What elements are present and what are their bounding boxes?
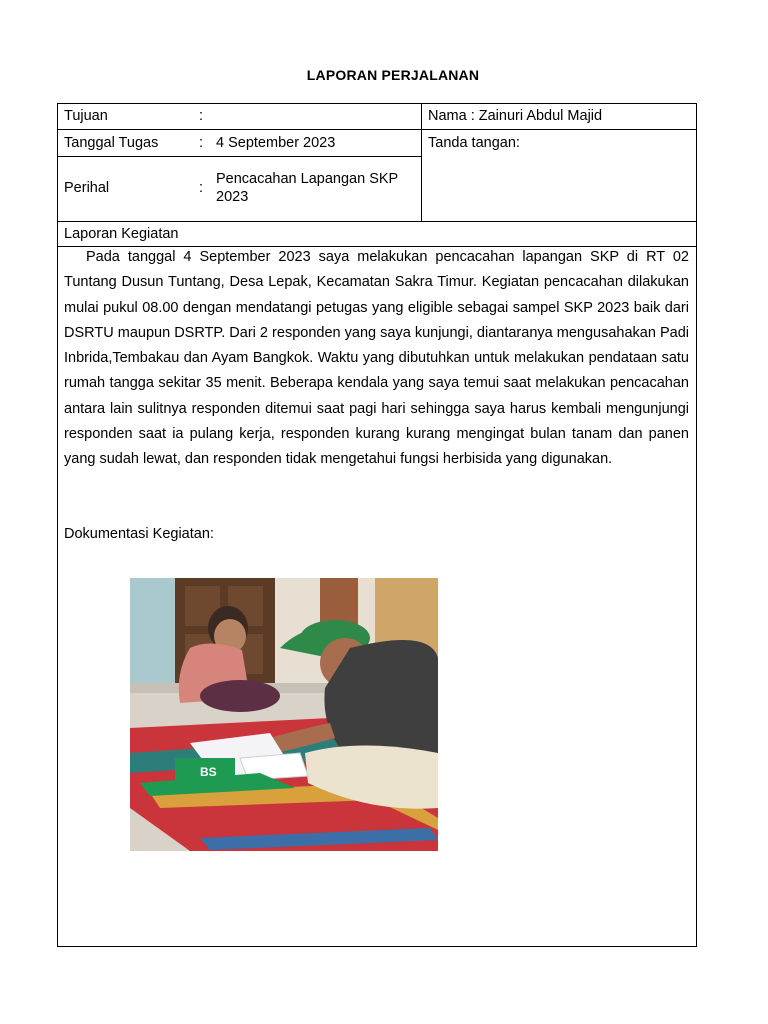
perihal-label: Perihal — [64, 180, 110, 196]
row-divider-header-end — [57, 221, 697, 222]
laporan-body: Pada tanggal 4 September 2023 saya melakukan pencacahan lapangan SKP di RT 02 Tuntang Dusun Tuntang, Desa Lepak, Kecamatan Sakra Timur. Kegiatan pencacahan dilakukan mulai pukul 08.00 dengan mendatangi petugas yang eligible sebagai sampel SKP 2023 baik dari DSRTU maupun DSRTP. Dari 2 responden yang saya kunjungi, diantaranya mengusahakan Padi Inbrida,Tembakau dan Ayam Bangkok. Waktu yang dibutuhkan untuk melakukan pendataan satu rumah tangga sekitar 35 menit. Beberapa kendala yang saya temui saat melakukan pencacahan antara lain sulitnya responden ditemui saat pagi hari sehingga saya harus kembali mengunjungi responden saat ia pulang kerja, responden kurang kurang mengingat bulan tanam dan panen yang sudah lewat, dan responden tidak mengetahui fungsi herbisida yang digunakan. — [64, 249, 689, 468]
row-divider-tanggal — [57, 156, 421, 157]
tanda-tangan-field: Tanda tangan: — [428, 135, 520, 151]
tanggal-label: Tanggal Tugas — [64, 135, 159, 151]
report-title: LAPORAN PERJALANAN — [306, 67, 480, 83]
tujuan-label: Tujuan — [64, 108, 108, 124]
tanggal-separator: : — [199, 135, 204, 151]
laporan-heading: Laporan Kegiatan — [64, 226, 179, 242]
column-divider — [421, 103, 422, 221]
tujuan-separator: : — [199, 108, 204, 124]
perihal-separator: : — [199, 180, 204, 196]
row-divider-tujuan — [57, 129, 697, 130]
bag-logo-text: BS — [200, 765, 217, 779]
dokumentasi-heading: Dokumentasi Kegiatan: — [64, 526, 214, 542]
tanggal-value: 4 September 2023 — [216, 135, 336, 151]
nama-field: Nama : Zainuri Abdul Majid — [428, 108, 603, 124]
perihal-value: Pencacahan Lapangan SKP 2023 — [216, 171, 398, 205]
documentation-photo — [130, 578, 438, 851]
